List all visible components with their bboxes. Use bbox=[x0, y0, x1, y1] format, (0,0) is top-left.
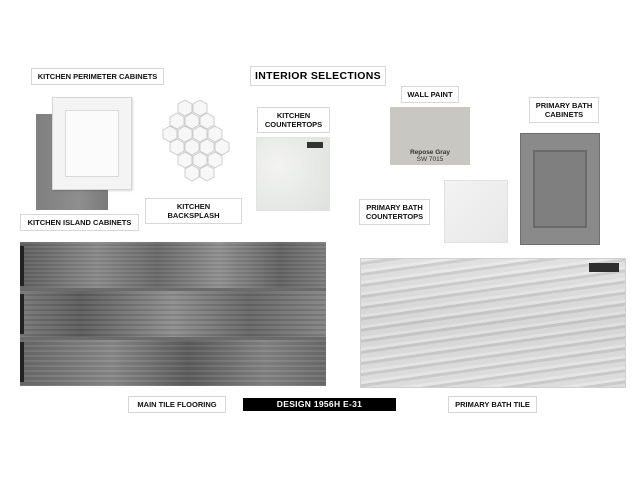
page-title: INTERIOR SELECTIONS bbox=[250, 66, 386, 86]
bottom-margin bbox=[0, 420, 640, 480]
design-name-banner: DESIGN 1956H E-31 bbox=[243, 398, 396, 411]
sample-clip bbox=[20, 246, 24, 286]
paint-name: Repose Gray bbox=[409, 149, 451, 156]
label-main-tile-flooring: MAIN TILE FLOORING bbox=[128, 396, 226, 413]
kitchen-perimeter-cabinet-sample bbox=[52, 97, 132, 190]
label-primary-bath-cabinets: PRIMARY BATH CABINETS bbox=[529, 97, 599, 123]
label-kitchen-countertops: KITCHEN COUNTERTOPS bbox=[257, 107, 330, 133]
paint-code: SW 7015 bbox=[416, 156, 444, 163]
hex-tile-grid bbox=[163, 100, 229, 181]
label-primary-bath-tile: PRIMARY BATH TILE bbox=[448, 396, 537, 413]
label-kitchen-backsplash: KITCHEN BACKSPLASH bbox=[145, 198, 242, 224]
wall-paint-swatch bbox=[390, 107, 470, 165]
main-tile-flooring-sample bbox=[20, 242, 326, 386]
cabinet-door-panel bbox=[533, 150, 587, 228]
sample-tag bbox=[307, 142, 323, 148]
cabinet-door-panel bbox=[65, 110, 119, 177]
label-wall-paint: WALL PAINT bbox=[401, 86, 459, 103]
kitchen-countertop-sample bbox=[256, 137, 330, 211]
floor-plank bbox=[20, 340, 326, 386]
sample-clip bbox=[20, 294, 24, 334]
sample-tag bbox=[589, 263, 619, 272]
label-kitchen-perimeter-cabinets: KITCHEN PERIMETER CABINETS bbox=[31, 68, 164, 85]
floor-plank bbox=[20, 291, 326, 337]
kitchen-backsplash-sample bbox=[160, 100, 240, 184]
label-primary-bath-countertops: PRIMARY BATH COUNTERTOPS bbox=[359, 199, 430, 225]
primary-bath-countertop-sample bbox=[444, 180, 508, 243]
sample-clip bbox=[20, 342, 24, 382]
primary-bath-cabinet-sample bbox=[520, 133, 600, 245]
label-kitchen-island-cabinets: KITCHEN ISLAND CABINETS bbox=[20, 214, 139, 231]
floor-plank bbox=[20, 242, 326, 288]
primary-bath-tile-sample bbox=[360, 258, 626, 388]
